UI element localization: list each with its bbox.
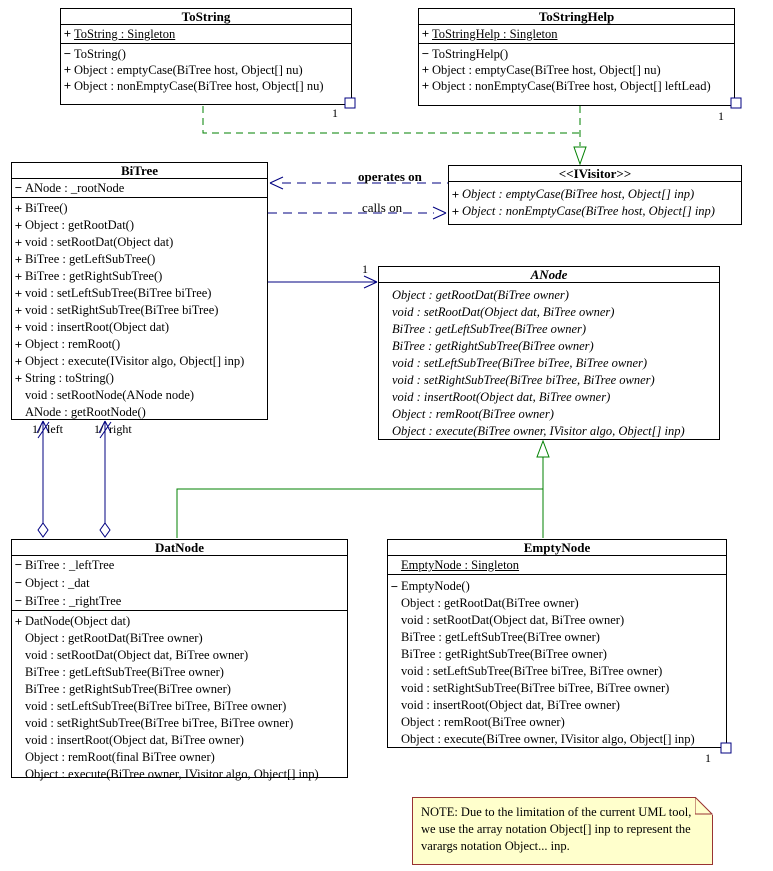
visibility-marker <box>388 663 401 680</box>
member-signature: void : setRootDat(Object dat, BiTree owner) <box>401 613 625 627</box>
attributes-compartment <box>388 555 726 574</box>
uml-member-row <box>12 698 347 715</box>
uml-member-row <box>388 697 726 714</box>
visibility-marker <box>12 698 25 715</box>
realization-triangle-icon <box>574 147 586 164</box>
member-signature: void : setRightSubTree(BiTree biTree, BiTree owner) <box>401 681 670 695</box>
uml-member-row <box>61 62 351 78</box>
visibility-marker: + <box>63 26 72 41</box>
visibility-marker <box>12 715 25 732</box>
visibility-marker <box>12 749 25 766</box>
uml-member-row <box>419 78 734 94</box>
member-signature: BiTree : getRightSubTree(BiTree owner) <box>392 339 594 353</box>
uml-member-row <box>388 731 726 748</box>
visibility-marker: + <box>421 62 430 77</box>
member-signature: Object : remRoot(BiTree owner) <box>401 715 565 729</box>
visibility-marker <box>12 766 25 783</box>
right-subtree-multiplicity: 1/ <box>94 422 104 436</box>
uml-member-row <box>12 268 267 285</box>
multiplicity-emptynode: 1 <box>705 751 711 765</box>
uml-member-row <box>379 304 719 321</box>
right-aggregation-diamond-icon <box>100 523 110 537</box>
attributes-compartment <box>12 555 347 610</box>
visibility-marker: + <box>421 26 430 41</box>
uml-member-row <box>449 203 741 220</box>
visibility-marker <box>12 647 25 664</box>
member-signature: Object : nonEmptyCase(BiTree host, Object[] leftLead) <box>432 79 711 93</box>
member-signature: BiTree : getRightSubTree(BiTree owner) <box>25 682 231 696</box>
member-signature: Object : emptyCase(BiTree host, Object[] nu) <box>432 63 661 77</box>
uml-member-row <box>12 200 267 217</box>
operates-on-arrowhead-icon <box>270 177 283 189</box>
uml-member-row <box>12 353 267 370</box>
visibility-marker: + <box>14 218 23 233</box>
visibility-marker <box>388 595 401 612</box>
generalization-line-nodes-anode <box>177 457 543 538</box>
class-box-anode <box>378 266 720 440</box>
member-signature: void : insertRoot(Object dat) <box>25 320 170 334</box>
attributes-compartment <box>12 178 267 197</box>
uml-member-row <box>379 287 719 304</box>
visibility-marker: + <box>14 320 23 335</box>
uml-member-row <box>388 612 726 629</box>
member-signature: void : setRootDat(Object dat, BiTree owner) <box>392 305 615 319</box>
right-subtree-role: right <box>109 422 132 436</box>
left-subtree-multiplicity: 1/ <box>32 422 42 436</box>
member-signature: ANode : getRootNode() <box>25 405 146 419</box>
methods-compartment <box>61 43 351 94</box>
visibility-marker: + <box>14 303 23 318</box>
visibility-marker: − <box>14 180 23 195</box>
class-title: ToStringHelp <box>538 9 615 24</box>
uml-member-row <box>12 234 267 251</box>
visibility-marker <box>379 355 392 372</box>
visibility-marker: + <box>14 269 23 284</box>
uml-member-row <box>12 613 347 630</box>
attributes-compartment <box>61 24 351 43</box>
visibility-marker <box>12 387 25 404</box>
uml-member-row <box>379 338 719 355</box>
uml-member-row <box>388 629 726 646</box>
visibility-marker: + <box>14 354 23 369</box>
member-signature: Object : nonEmptyCase(BiTree host, Object[] inp) <box>462 204 715 218</box>
methods-compartment <box>419 43 734 94</box>
member-signature: Object : emptyCase(BiTree host, Object[] inp) <box>462 187 695 201</box>
uml-member-row <box>388 680 726 697</box>
visibility-marker: − <box>14 593 23 608</box>
member-signature: void : setLeftSubTree(BiTree biTree, BiTree owner) <box>392 356 648 370</box>
member-signature: Object : emptyCase(BiTree host, Object[] nu) <box>74 63 303 77</box>
member-signature: BiTree : getLeftSubTree() <box>25 252 156 266</box>
uml-member-row <box>379 321 719 338</box>
uml-member-row <box>12 336 267 353</box>
class-box-bitree <box>11 162 268 420</box>
member-signature: void : insertRoot(Object dat, BiTree owner) <box>392 390 611 404</box>
uml-member-row <box>379 355 719 372</box>
member-signature: Object : execute(BiTree owner, IVisitor algo, Object[] inp) <box>401 732 695 746</box>
uml-member-row <box>12 592 347 610</box>
uml-member-row <box>379 423 719 440</box>
visibility-marker <box>388 714 401 731</box>
visibility-marker <box>379 423 392 440</box>
member-signature: Object : execute(IVisitor algo, Object[] inp) <box>25 354 245 368</box>
uml-member-row <box>12 179 267 197</box>
member-signature: void : setRightSubTree(BiTree biTree, BiTree owner) <box>25 716 294 730</box>
member-signature: Object : remRoot(BiTree owner) <box>392 407 554 421</box>
multiplicity-tostring: 1 <box>332 106 338 120</box>
member-signature: void : setLeftSubTree(BiTree biTree, BiTree owner) <box>401 664 663 678</box>
uml-member-row <box>12 630 347 647</box>
visibility-marker: − <box>63 46 72 61</box>
visibility-marker: + <box>63 78 72 93</box>
member-signature: ToStringHelp : Singleton <box>432 27 558 41</box>
visibility-marker <box>12 681 25 698</box>
member-signature: Object : getRootDat(BiTree owner) <box>25 631 203 645</box>
uml-member-row <box>12 749 347 766</box>
member-signature: Object : nonEmptyCase(BiTree host, Object[] nu) <box>74 79 324 93</box>
member-signature: Object : getRootDat(BiTree owner) <box>401 596 579 610</box>
member-signature: DatNode(Object dat) <box>25 614 131 628</box>
member-signature: Object : remRoot() <box>25 337 121 351</box>
visibility-marker <box>379 287 392 304</box>
note-box <box>412 797 713 865</box>
class-box-tostringhelp <box>418 8 735 106</box>
multiplicity-tostringhelp: 1 <box>718 109 724 123</box>
visibility-marker <box>12 630 25 647</box>
uml-member-row <box>12 387 267 404</box>
uml-member-row <box>12 319 267 336</box>
class-title: EmptyNode <box>523 540 591 555</box>
visibility-marker: + <box>451 187 460 202</box>
member-signature: Object : execute(BiTree owner, IVisitor algo, Object[] inp) <box>392 424 685 438</box>
operates-on-label: operates on <box>358 169 422 184</box>
uml-member-row <box>12 715 347 732</box>
methods-compartment <box>379 282 719 440</box>
note-fold-icon <box>695 797 713 815</box>
member-signature: void : setRightSubTree(BiTree biTree, BiTree owner) <box>392 373 655 387</box>
generalization-triangle-icon <box>537 441 549 457</box>
visibility-marker: − <box>14 575 23 590</box>
class-title: DatNode <box>154 540 205 555</box>
uml-member-row <box>12 681 347 698</box>
member-signature: void : setRootDat(Object dat, BiTree owner) <box>25 648 249 662</box>
uml-member-row <box>12 766 347 783</box>
class-box-emptynode <box>387 539 727 748</box>
member-signature: ToString : Singleton <box>74 27 176 41</box>
realization-line-tostring-ivisitor <box>203 106 580 146</box>
methods-compartment <box>12 610 347 783</box>
member-signature: BiTree : getLeftSubTree(BiTree owner) <box>401 630 600 644</box>
attributes-compartment <box>419 24 734 43</box>
interface-box-ivisitor <box>448 165 742 225</box>
uml-member-row <box>419 46 734 62</box>
visibility-marker: + <box>14 371 23 386</box>
visibility-marker: + <box>63 62 72 77</box>
uml-member-row <box>419 25 734 43</box>
interface-title: <<IVisitor>> <box>558 166 632 181</box>
uml-member-row <box>12 251 267 268</box>
uml-member-row <box>379 372 719 389</box>
visibility-marker <box>379 389 392 406</box>
uml-member-row <box>12 574 347 592</box>
uml-member-row <box>12 404 267 421</box>
visibility-marker <box>379 338 392 355</box>
uml-member-row <box>12 217 267 234</box>
uml-member-row <box>12 285 267 302</box>
member-signature: String : toString() <box>25 371 114 385</box>
member-signature: void : setLeftSubTree(BiTree biTree) <box>25 286 212 300</box>
uml-member-row <box>12 370 267 387</box>
visibility-marker <box>388 646 401 663</box>
member-signature: EmptyNode : Singleton <box>401 558 520 572</box>
calls-on-arrowhead-icon <box>433 207 446 219</box>
calls-on-label: calls on <box>362 200 403 215</box>
class-title: ANode <box>530 267 568 282</box>
member-signature: void : insertRoot(Object dat, BiTree owner) <box>401 698 620 712</box>
visibility-marker <box>12 664 25 681</box>
member-signature: void : setLeftSubTree(BiTree biTree, BiTree owner) <box>25 699 287 713</box>
member-signature: Object : _dat <box>25 576 90 590</box>
uml-member-row <box>419 62 734 78</box>
bitree-anode-arrowhead-icon <box>364 276 377 288</box>
visibility-marker <box>379 406 392 423</box>
visibility-marker <box>379 372 392 389</box>
member-signature: void : setRootDat(Object dat) <box>25 235 174 249</box>
uml-member-row <box>388 646 726 663</box>
uml-member-row <box>61 25 351 43</box>
uml-member-row <box>449 186 741 203</box>
visibility-marker: + <box>14 252 23 267</box>
visibility-marker <box>379 321 392 338</box>
methods-compartment <box>388 574 726 748</box>
member-signature: BiTree : getRightSubTree() <box>25 269 163 283</box>
uml-member-row <box>388 714 726 731</box>
member-signature: BiTree : getLeftSubTree(BiTree owner) <box>392 322 587 336</box>
visibility-marker: + <box>451 204 460 219</box>
member-signature: Object : getRootDat(BiTree owner) <box>392 288 569 302</box>
member-signature: BiTree() <box>25 201 68 215</box>
visibility-marker: + <box>14 337 23 352</box>
member-signature: BiTree : getLeftSubTree(BiTree owner) <box>25 665 224 679</box>
left-aggregation-diamond-icon <box>38 523 48 537</box>
member-signature: ToStringHelp() <box>432 47 509 61</box>
member-signature: Object : execute(BiTree owner, IVisitor algo, Object[] inp) <box>25 767 319 781</box>
visibility-marker <box>388 612 401 629</box>
visibility-marker <box>388 731 401 748</box>
uml-member-row <box>388 556 726 574</box>
member-signature: BiTree : _leftTree <box>25 558 115 572</box>
class-box-datnode <box>11 539 348 781</box>
uml-member-row <box>388 578 726 595</box>
left-subtree-role: left <box>47 422 63 436</box>
visibility-marker: + <box>421 78 430 93</box>
visibility-marker: + <box>14 286 23 301</box>
member-signature: BiTree : _rightTree <box>25 594 122 608</box>
member-signature: Object : getRootDat() <box>25 218 134 232</box>
class-title: ToString <box>181 9 231 24</box>
member-signature: ToString() <box>74 47 126 61</box>
member-signature: BiTree : getRightSubTree(BiTree owner) <box>401 647 607 661</box>
visibility-marker <box>388 680 401 697</box>
visibility-marker <box>12 732 25 749</box>
visibility-marker <box>388 697 401 714</box>
visibility-marker: − <box>14 557 23 572</box>
methods-compartment <box>12 197 267 421</box>
visibility-marker: − <box>421 46 430 61</box>
uml-member-row <box>61 78 351 94</box>
member-signature: void : insertRoot(Object dat, BiTree owner) <box>25 733 244 747</box>
methods-compartment <box>449 181 741 220</box>
uml-member-row <box>12 647 347 664</box>
visibility-marker <box>12 404 25 421</box>
visibility-marker: − <box>390 579 399 594</box>
member-signature: EmptyNode() <box>401 579 470 593</box>
uml-member-row <box>12 664 347 681</box>
uml-member-row <box>379 406 719 423</box>
class-box-tostring <box>60 8 352 105</box>
member-signature: Object : remRoot(final BiTree owner) <box>25 750 215 764</box>
member-signature: ANode : _rootNode <box>25 181 125 195</box>
visibility-marker <box>388 629 401 646</box>
uml-member-row <box>12 556 347 574</box>
note-text: NOTE: Due to the limitation of the current UML tool, we use the array notation Object[] inp to represent the varargs notation Object... inp. <box>421 805 692 853</box>
uml-member-row <box>379 389 719 406</box>
uml-member-row <box>388 595 726 612</box>
member-signature: void : setRightSubTree(BiTree biTree) <box>25 303 219 317</box>
uml-member-row <box>12 732 347 749</box>
visibility-marker: + <box>14 201 23 216</box>
member-signature: void : setRootNode(ANode node) <box>25 388 195 402</box>
visibility-marker <box>379 304 392 321</box>
uml-member-row <box>12 302 267 319</box>
uml-member-row <box>61 46 351 62</box>
uml-member-row <box>388 663 726 680</box>
multiplicity-anode: 1 <box>362 262 368 276</box>
class-title: BiTree <box>120 163 159 178</box>
visibility-marker: + <box>14 614 23 629</box>
visibility-marker <box>388 556 401 574</box>
visibility-marker: + <box>14 235 23 250</box>
